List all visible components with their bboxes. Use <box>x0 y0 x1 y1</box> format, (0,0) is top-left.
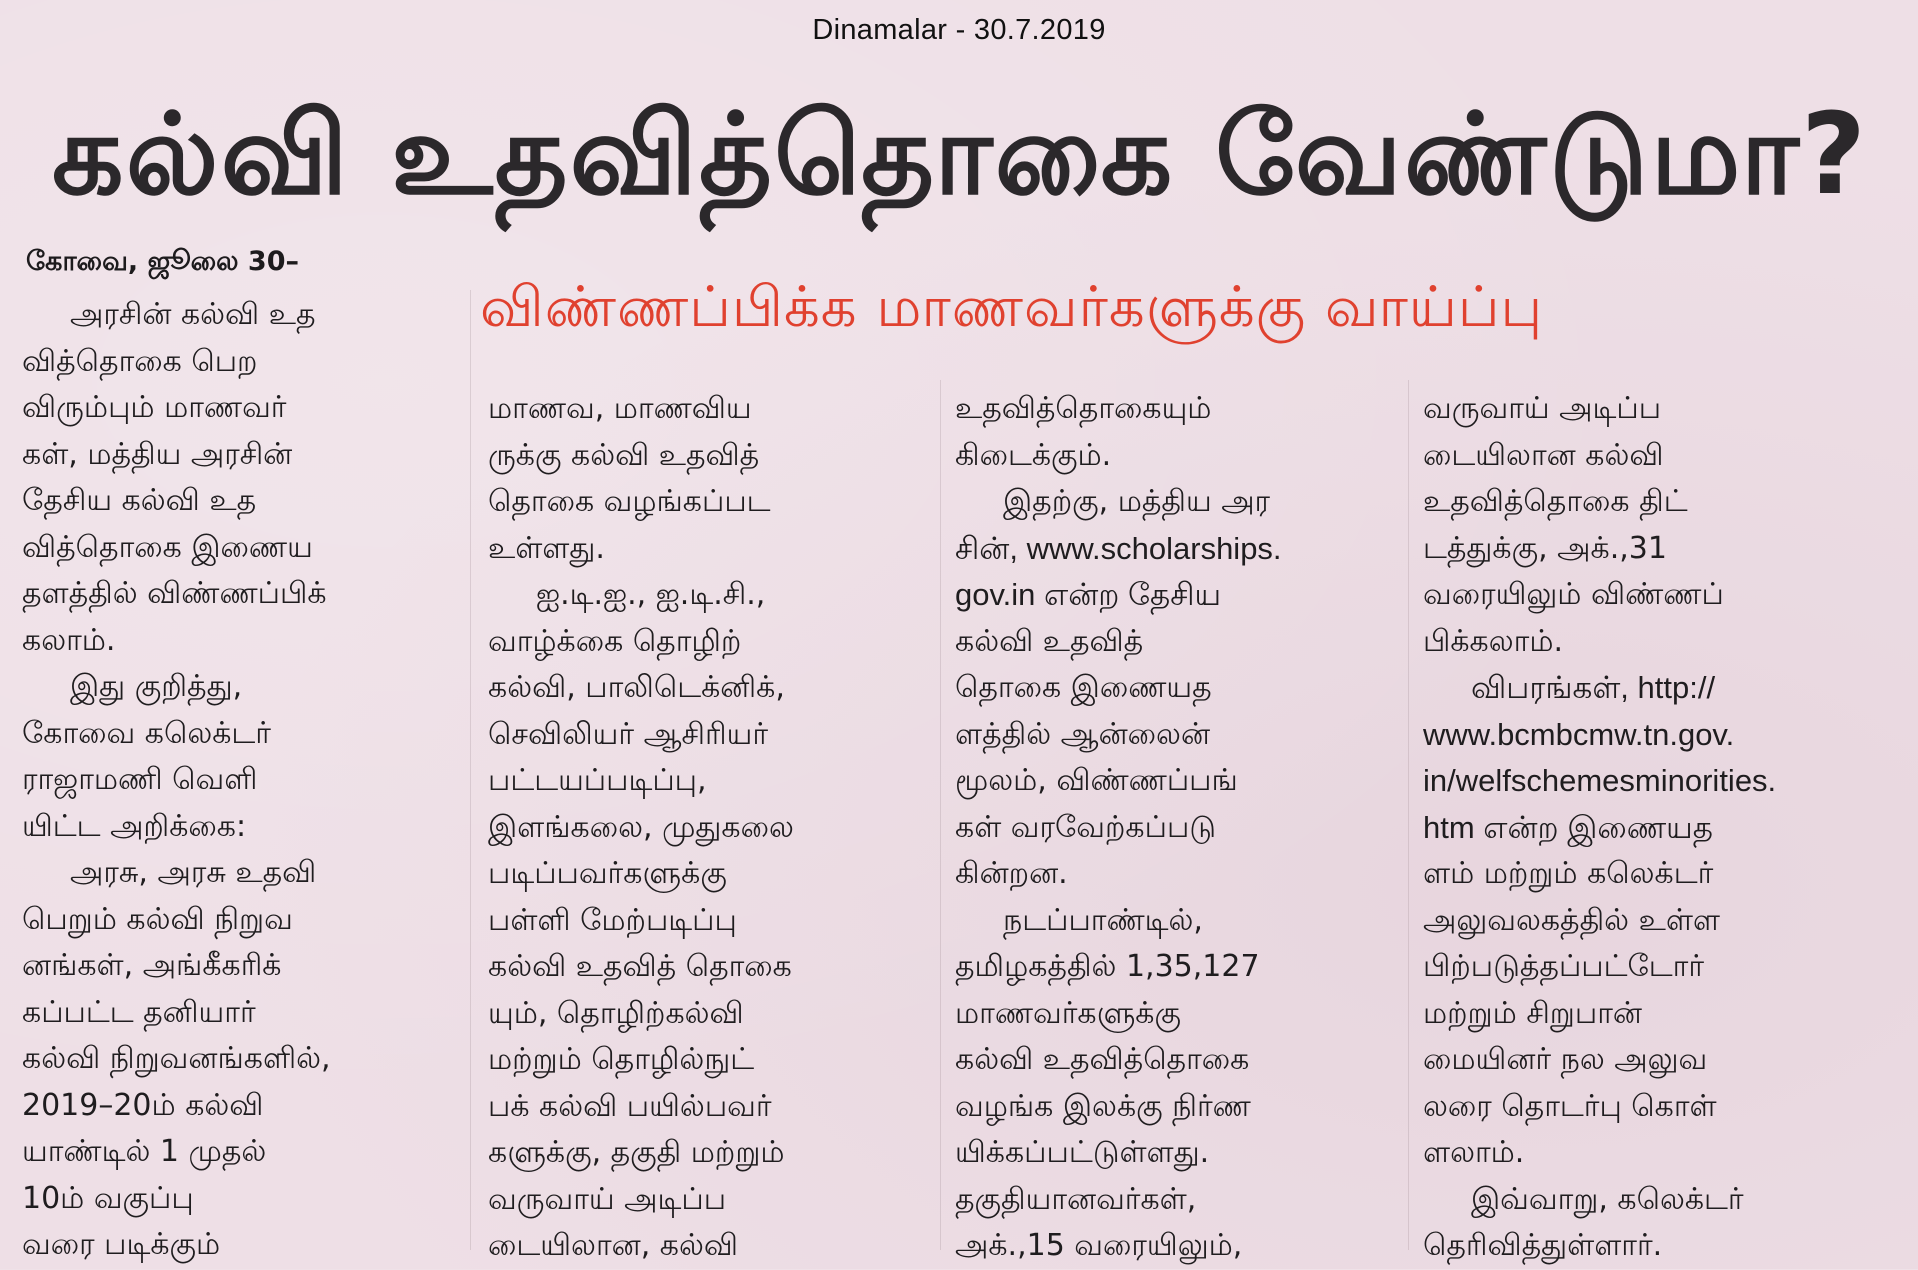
article-line: வரை படிக்கும் <box>22 1227 221 1262</box>
article-line: அக்.,15 வரையிலும், <box>955 1228 1243 1263</box>
article-column-1 <box>22 292 452 1269</box>
article-line: அரசு, அரசு உதவி <box>70 855 317 890</box>
article-line: in/welfschemesminorities. <box>1423 763 1777 798</box>
article-line: மற்றும் தொழில்நுட் <box>488 1042 755 1077</box>
article-line: கோவை கலெக்டர் <box>22 715 271 751</box>
article-line: ருக்கு கல்வி உதவித் <box>488 437 760 473</box>
article-line: வித்தொகை பெற <box>22 343 258 379</box>
subheadline: விண்ணப்பிக்க மாணவர்களுக்கு வாய்ப்பு <box>480 275 1544 340</box>
article-line: htm என்ற இணையத <box>1423 809 1713 845</box>
article-line: கல்வி உதவித் தொகை <box>488 949 792 984</box>
article-line: 2019–20ம் கல்வி <box>22 1087 264 1123</box>
article-line: வித்தொகை இணைய <box>22 529 313 565</box>
article-line: செவிலியர் ஆசிரியர் <box>488 716 769 752</box>
article-line: ளம் மற்றும் கலெக்டர் <box>1423 856 1714 891</box>
article-line: gov.in என்ற தேசிய <box>955 577 1222 612</box>
article-line: உள்ளது. <box>488 530 605 566</box>
article-column-3 <box>955 386 1395 1270</box>
article-line: களுக்கு, தகுதி மற்றும் <box>488 1135 785 1170</box>
article-line: ராஜாமணி வெளி <box>22 762 258 797</box>
article-line: யிட்ட அறிக்கை: <box>22 808 247 844</box>
article-line: டையிலான கல்வி <box>1423 437 1664 473</box>
article-line: வழங்க இலக்கு நிர்ண <box>955 1088 1251 1124</box>
article-line: 10ம் வகுப்பு <box>22 1180 194 1216</box>
article-line: கிடைக்கும். <box>955 437 1112 473</box>
source-caption: Dinamalar - 30.7.2019 <box>812 14 1106 46</box>
article-line: ளலாம். <box>1423 1135 1525 1170</box>
article-line: கலாம். <box>22 622 116 658</box>
article-line: னங்கள், அங்கீகரிக் <box>22 948 282 983</box>
article-line: மாணவர்களுக்கு <box>955 995 1181 1031</box>
article-line: தமிழகத்தில் 1,35,127 <box>955 949 1260 984</box>
article-line: கள், மத்திய அரசின் <box>22 436 293 472</box>
article-line: சின், www.scholarships. <box>955 530 1282 566</box>
article-line: தொகை வழங்கப்பட <box>488 484 771 519</box>
article-line: கள் வரவேற்கப்படு <box>955 809 1217 845</box>
article-column-2 <box>488 386 928 1270</box>
article-line: உதவித்தொகை திட் <box>1423 484 1688 519</box>
article-line: கப்பட்ட தனியார் <box>22 994 256 1030</box>
article-line: தகுதியானவர்கள், <box>955 1181 1197 1217</box>
article-line: அலுவலகத்தில் உள்ள <box>1423 902 1720 938</box>
article-line: பள்ளி மேற்படிப்பு <box>488 902 737 938</box>
column-divider <box>1408 380 1409 1250</box>
article-line: நடப்பாண்டில், <box>1003 902 1203 938</box>
article-line: தளத்தில் விண்ணப்பிக் <box>22 576 327 611</box>
article-line: மாணவ, மாணவிய <box>488 391 752 426</box>
headline: கல்வி உதவித்தொகை வேண்டுமா? <box>51 90 1868 220</box>
article-line: கல்வி உதவித்தொகை <box>955 1042 1250 1077</box>
article-line: டத்துக்கு, அக்.,31 <box>1423 530 1667 566</box>
article-line: இளங்கலை, முதுகலை <box>488 809 794 845</box>
article-line: இதற்கு, மத்திய அர <box>1003 484 1271 519</box>
article-line: வருவாய் அடிப்ப <box>1423 391 1662 426</box>
article-line: கல்வி உதவித் <box>955 623 1144 659</box>
article-line: மற்றும் சிறுபான் <box>1423 995 1642 1031</box>
article-line: பெறும் கல்வி நிறுவ <box>22 901 293 937</box>
article-line: இது குறித்து, <box>70 669 243 704</box>
article-line: உதவித்தொகையும் <box>955 391 1212 426</box>
article-line: லரை தொடர்பு கொள் <box>1423 1088 1717 1124</box>
column-divider <box>940 380 941 1250</box>
article-line: மையினர் நல அலுவ <box>1423 1042 1708 1077</box>
article-line: விபரங்கள், http:// <box>1471 670 1716 705</box>
article-line: தேசிய கல்வி உத <box>22 483 257 518</box>
column-divider <box>470 290 471 1250</box>
article-line: பக் கல்வி பயில்பவர் <box>488 1088 772 1124</box>
article-line: விரும்பும் மாணவர் <box>22 390 287 425</box>
article-line: யும், தொழிற்கல்வி <box>488 995 744 1031</box>
article-line: டையிலான, கல்வி <box>488 1228 739 1263</box>
article-line: தெரிவித்துள்ளார். <box>1423 1228 1663 1263</box>
article-line: படிப்பவர்களுக்கு <box>488 856 727 891</box>
article-line: பிக்கலாம். <box>1423 623 1563 659</box>
article-line: அரசின் கல்வி உத <box>70 297 316 332</box>
article-column-4 <box>1423 386 1863 1270</box>
article-line: www.bcmbcmw.tn.gov. <box>1423 716 1735 752</box>
article-line: கல்வி, பாலிடெக்னிக், <box>488 670 785 705</box>
dateline: கோவை, ஜூலை 30– <box>26 246 300 277</box>
article-line: மூலம், விண்ணப்பங் <box>955 763 1238 798</box>
article-line: தொகை இணையத <box>955 670 1212 705</box>
article-line: பட்டயப்படிப்பு, <box>488 763 707 798</box>
article-line: பிற்படுத்தப்பட்டோர் <box>1423 949 1705 984</box>
article-line: கின்றன. <box>955 856 1068 891</box>
article-line: யாண்டில் 1 முதல் <box>22 1134 267 1169</box>
article-line: வருவாய் அடிப்ப <box>488 1181 727 1217</box>
article-line: ஐ.டி.ஐ., ஐ.டி.சி., <box>536 577 766 612</box>
article-line: கல்வி நிறுவனங்களில், <box>22 1041 331 1076</box>
article-line: இவ்வாறு, கலெக்டர் <box>1471 1181 1744 1217</box>
article-line: வரையிலும் விண்ணப் <box>1423 577 1724 612</box>
article-line: யிக்கப்பட்டுள்ளது. <box>955 1135 1210 1170</box>
article-line: வாழ்க்கை தொழிற் <box>488 623 742 659</box>
article-line: ளத்தில் ஆன்லைன் <box>955 716 1211 752</box>
